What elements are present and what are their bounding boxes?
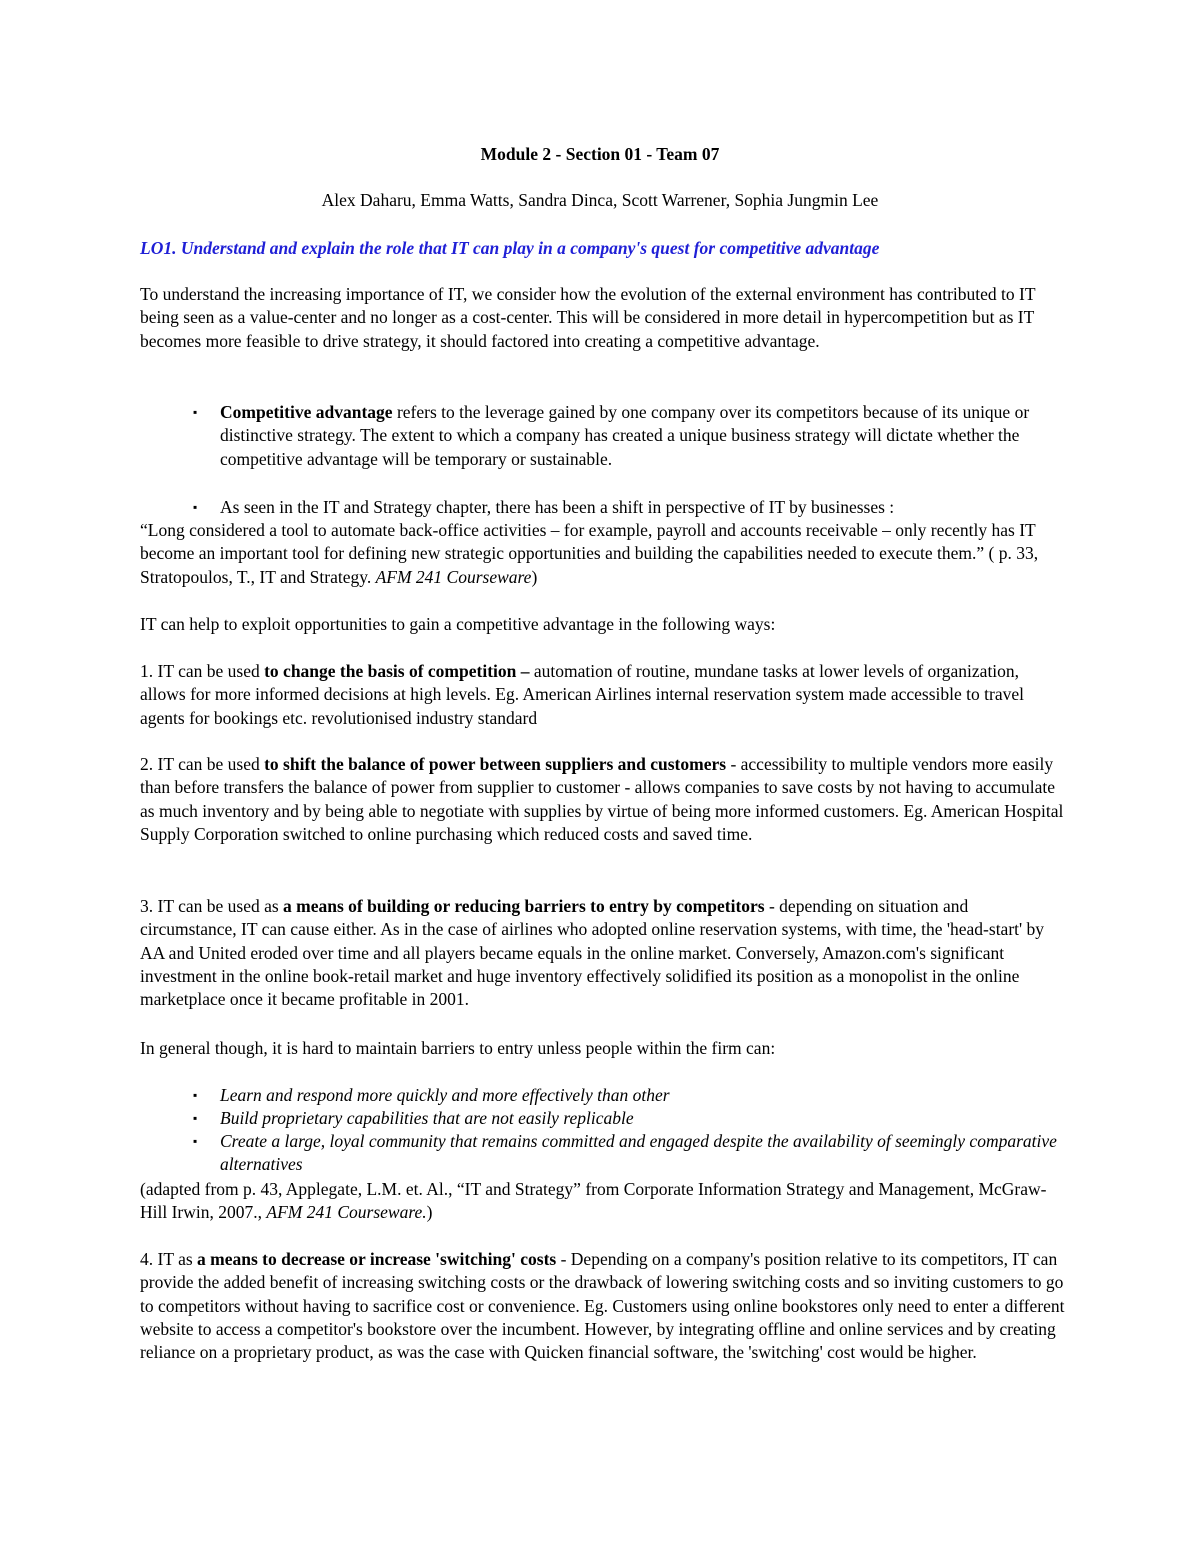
bullet-competitive-advantage: ▪ Competitive advantage refers to the leverage gained by one company over its competitors because of its unique or distinctive strategy. The extent to which a company has created a unique business strategy will dictate whether the competitive advantage will be temporary or sustainable.	[193, 402, 1030, 469]
adapted-citation: (adapted from p. 43, Applegate, L.M. et. Al., “IT and Strategy” from Corporate Information Strategy and Management, McGraw-Hill Irwin, 2007., AFM 241 Courseware.)	[140, 1179, 1047, 1223]
bullet-it-strategy-shift: ▪ As seen in the IT and Strategy chapter, there has been a shift in perspective of IT by businesses :	[193, 496, 1063, 519]
general-paragraph: In general though, it is hard to maintain barriers to entry unless people within the firm can:	[140, 1038, 776, 1058]
intro-paragraph: To understand the increasing importance of IT, we consider how the evolution of the external environment has contributed to IT being seen as a value-center and no longer as a cost-center. This will be considered in more detail in hypercompetition but as IT becomes more feasible to drive strategy, it should factored into creating a competitive advantage.	[140, 284, 1036, 351]
learning-objective-heading: LO1. Understand and explain the role that IT can play in a company's quest for competitive advantage	[140, 238, 880, 258]
point-3: 3. IT can be used as a means of building or reducing barriers to entry by competitors - depending on situation and circumstance, IT can cause either. As in the case of airlines who adopted online reservation systems, with time, the 'head-start' by AA and United eroded over time and all players became equals in the online market. Conversely, Amazon.com's significant investment in the online book-retail market and huge inventory effectively solidified its position as a monopolist in the online marketplace once it became profitable in 2001.	[140, 896, 1045, 1010]
bullet-icon: ▪	[193, 405, 198, 419]
quote-paragraph: “Long considered a tool to automate back-office activities – for example, payroll and accounts receivable – only recently has IT become an important tool for defining new strategic opportunities and building the capabilities needed to execute them.” ( p. 33, Stratopoulos, T., IT and Strategy. AFM 241 Courseware)	[140, 520, 1039, 587]
point-4: 4. IT as a means to decrease or increase 'switching' costs - Depending on a company's position relative to its competitors, IT can provide the added benefit of increasing switching costs or the drawback of lowering switching costs and so inviting customers to go to competitors without having to sacrifice cost or convenience. Eg. Customers using online bookstores only need to enter a different website to access a competitor's bookstore over the incumbent. However, by integrating offline and online services and by creating reliance on a proprietary product, as was the case with Quicken financial software, the 'switching' cost would be higher.	[140, 1249, 1065, 1363]
point-2: 2. IT can be used to shift the balance of power between suppliers and customers - accessibility to multiple vendors more easily than before transfers the balance of power from supplier to customer - allows companies to save costs by not having to accumulate as much inventory and by being able to negotiate with supplies by virtue of being more informed customers. Eg. American Hospital Supply Corporation switched to online purchasing which reduced costs and saved time.	[140, 754, 1064, 844]
authors-line: Alex Daharu, Emma Watts, Sandra Dinca, Scott Warrener, Sophia Jungmin Lee	[321, 190, 879, 210]
bullet-icon: ▪	[193, 1134, 198, 1148]
page-title: Module 2 - Section 01 - Team 07	[480, 144, 720, 164]
italic-bullet-2: ▪ Build proprietary capabilities that are not easily replicable	[193, 1107, 1063, 1130]
bullet-icon: ▪	[193, 1111, 198, 1125]
bullet-icon: ▪	[193, 1088, 198, 1102]
ways-intro: IT can help to exploit opportunities to gain a competitive advantage in the following ways:	[140, 614, 776, 634]
point-1: 1. IT can be used to change the basis of competition – automation of routine, mundane tasks at lower levels of organization, allows for more informed decisions at high levels. Eg. American Airlines internal reservation system made accessible to travel agents for bookings etc. revolutionised industry standard	[140, 661, 1024, 728]
citation-source: AFM 241 Courseware.	[266, 1202, 427, 1223]
italic-bullet-1: ▪ Learn and respond more quickly and more effectively than other	[193, 1084, 1063, 1107]
quote-source: AFM 241 Courseware	[375, 566, 532, 587]
italic-bullet-3: ▪ Create a large, loyal community that remains committed and engaged despite the availability of seemingly comparative alternatives	[193, 1131, 1057, 1175]
bullet-icon: ▪	[193, 500, 198, 514]
term-competitive-advantage: Competitive advantage	[220, 402, 393, 422]
